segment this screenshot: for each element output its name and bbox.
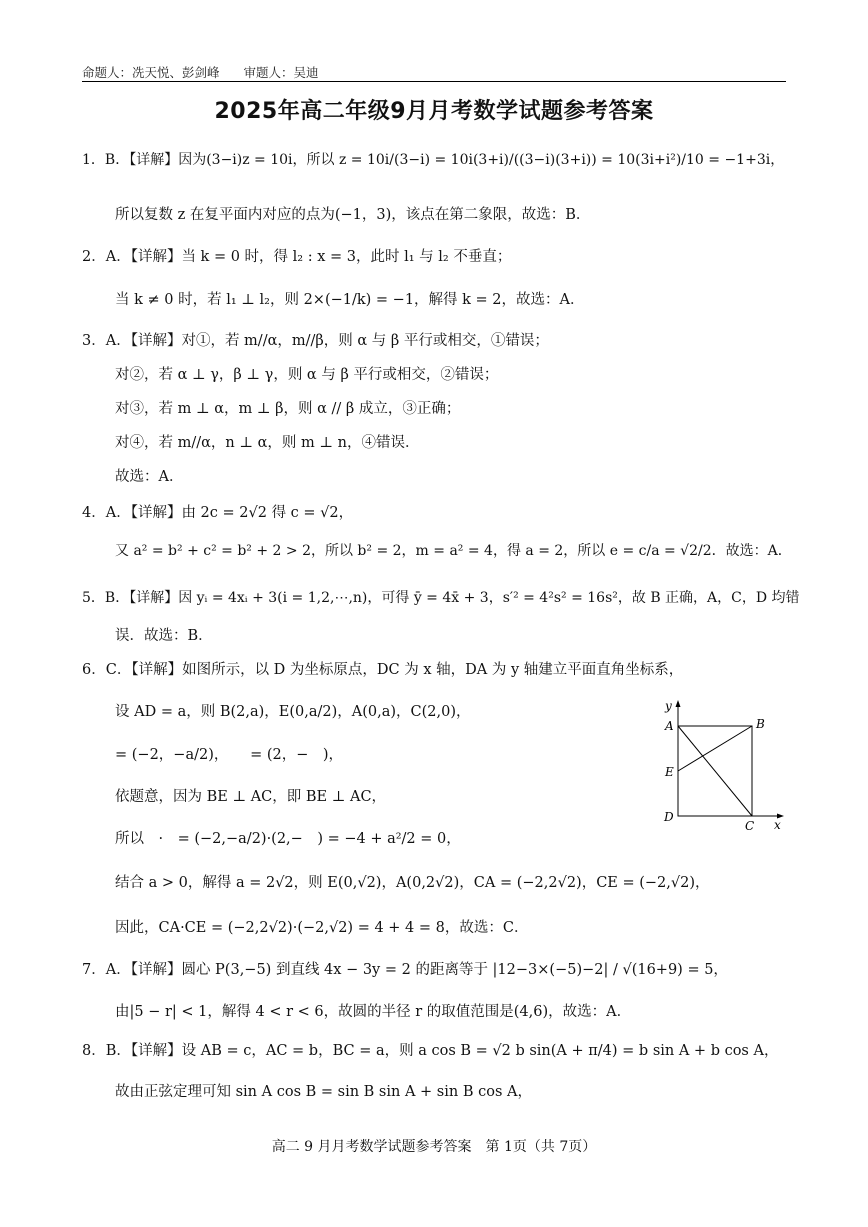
- answer-line: = (−2，−a/2)， = (2，− )，: [115, 747, 344, 763]
- page-footer: 高二 9 月月考数学试题参考答案 第 1页（共 7页）: [271, 1139, 597, 1155]
- answer-line: 5．B．【详解】因 yᵢ = 4xᵢ + 3(i = 1,2,⋯,n)，可得 ȳ = 4x̄ + 3，s′² = 4²s² = 16s²，故 B 正确，A，C，D 均错: [82, 590, 800, 606]
- answer-line: 所以复数 z 在复平面内对应的点为(−1，3)，该点在第二象限，故选：B．: [115, 207, 591, 223]
- segment-BE: [678, 726, 752, 771]
- answer-line: 依题意，因为 BE ⊥ AC，即 BE ⊥ AC，: [115, 789, 387, 805]
- answer-line: 因此，CA·CE = (−2,2√2)·(−2,√2) = 4 + 4 = 8，故选：C．: [115, 920, 529, 936]
- answer-line: 6．C．【详解】如图所示，以 D 为坐标原点，DC 为 x 轴，DA 为 y 轴建立平面直角坐标系，: [82, 662, 684, 678]
- header: [82, 63, 323, 81]
- y-axis-arrow-icon: [676, 700, 681, 707]
- label-C: C: [745, 819, 755, 833]
- answer-line: 7．A．【详解】圆心 P(3,−5) 到直线 4x − 3y = 2 的距离等于 |12−3×(−5)−2| / √(16+9) = 5，: [82, 962, 728, 978]
- answer-line: 2．A．【详解】当 k = 0 时，得 l₂ : x = 3，此时 l₁ 与 l₂ 不垂直；: [82, 249, 512, 265]
- page-title: 2025年高二年级9月月考数学试题参考答案: [214, 99, 654, 124]
- answer-line: 误．故选：B．: [115, 628, 213, 644]
- coordinate-figure: [656, 696, 786, 836]
- label-y: y: [665, 699, 672, 713]
- answer-line: 4．A．【详解】由 2c = 2√2 得 c = √2，: [82, 505, 354, 521]
- answer-line: 又 a² = b² + c² = b² + 2 > 2，所以 b² = 2，m = a² = 4，得 a = 2，所以 e = c/a = √2/2．故选：A．: [115, 543, 792, 559]
- answer-line: 3．A．【详解】对①，若 m//α，m//β，则 α 与 β 平行或相交，①错误；: [82, 333, 549, 349]
- answer-line: 故由正弦定理可知 sin A cos B = sin B sin A + sin B cos A，: [115, 1084, 532, 1100]
- answer-line: 对②，若 α ⊥ γ，β ⊥ γ，则 α 与 β 平行或相交，②错误；: [115, 367, 499, 383]
- answer-line: 1．B．【详解】因为(3−i)z = 10i，所以 z = 10i/(3−i) = 10i(3+i)/((3−i)(3+i)) = 10(3i+i²)/10 = −1+3i，: [82, 152, 785, 168]
- answer-line: 8．B．【详解】设 AB = c，AC = b，BC = a，则 a cos B = √2 b sin(A + π/4) = b sin A + b cos A，: [82, 1043, 779, 1059]
- answer-line: 设 AD = a，则 B(2,a)，E(0,a/2)，A(0,a)，C(2,0)，: [115, 704, 471, 720]
- label-A: A: [665, 719, 674, 733]
- label-B: B: [756, 717, 765, 731]
- answer-line: 对④，若 m//α，n ⊥ α，则 m ⊥ n，④错误．: [115, 435, 420, 451]
- header-rule: [82, 81, 786, 82]
- label-E: E: [665, 765, 674, 779]
- answer-line: 当 k ≠ 0 时，若 l₁ ⊥ l₂，则 2×(−1/k) = −1，解得 k = 2，故选：A．: [115, 292, 585, 308]
- answer-line: 故选：A．: [115, 469, 184, 485]
- header-authors: 命题人：冼天悦、彭剑峰: [82, 65, 220, 80]
- segment-AC: [678, 726, 752, 816]
- label-D: D: [664, 810, 674, 824]
- header-reviewer: 审题人：吴迪: [243, 65, 319, 80]
- answer-line: 结合 a > 0，解得 a = 2√2，则 E(0,√2)，A(0,2√2)，CA = (−2,2√2)，CE = (−2,√2)，: [115, 875, 710, 891]
- label-x: x: [774, 818, 781, 832]
- answer-line: 由|5 − r| < 1，解得 4 < r < 6，故圆的半径 r 的取值范围是(4,6)，故选：A．: [115, 1004, 632, 1020]
- answer-line: 对③，若 m ⊥ α，m ⊥ β，则 α // β 成立，③正确；: [115, 401, 461, 417]
- answer-line: 所以 · = (−2,−a/2)·(2,− ) = −4 + a²/2 = 0，: [115, 831, 461, 847]
